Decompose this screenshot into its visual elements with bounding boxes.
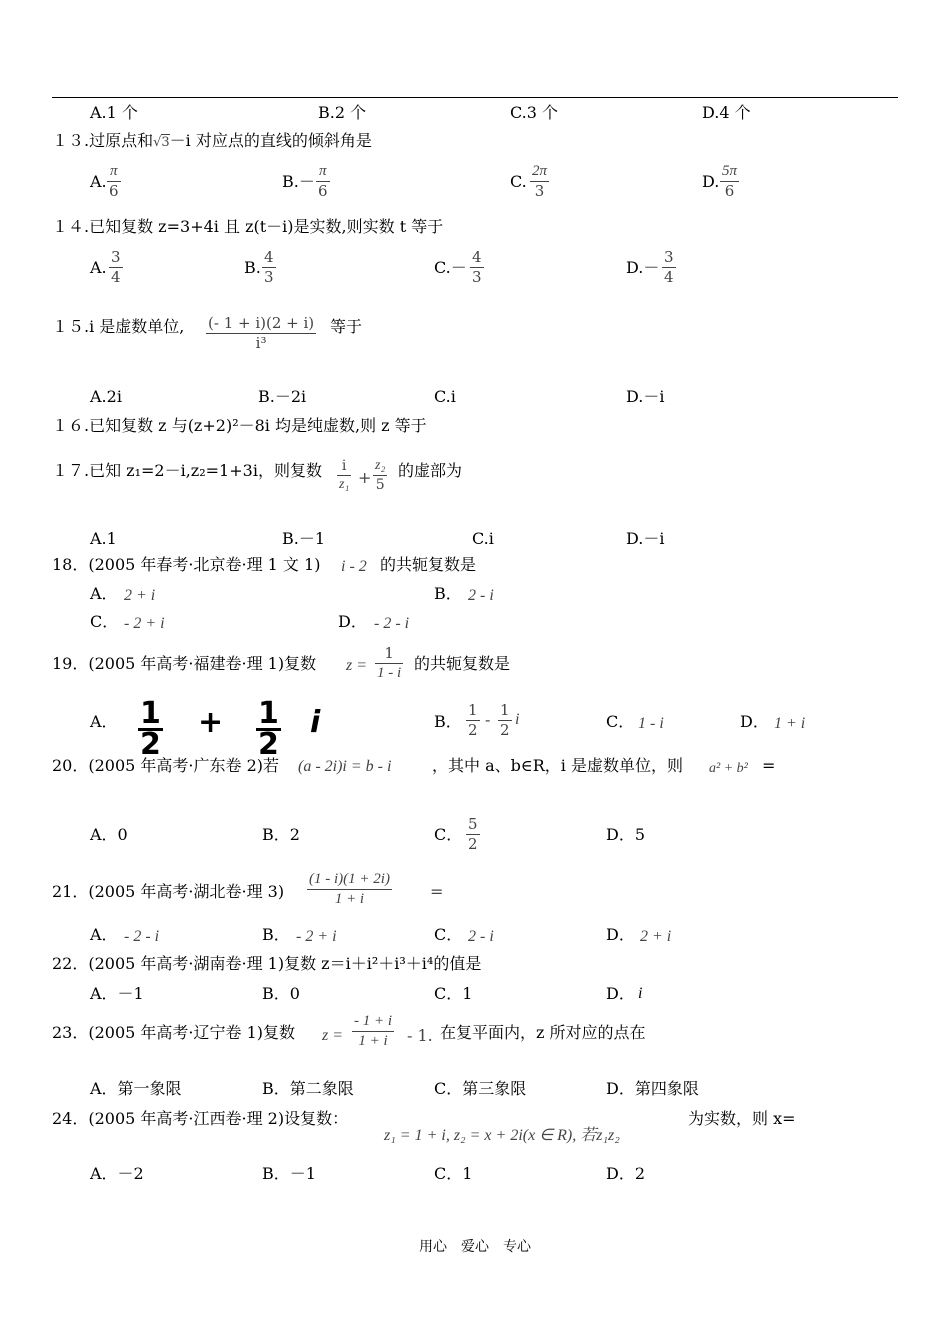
q24-option-c: C．1	[434, 1164, 473, 1183]
q19-option-b-minus: -	[485, 710, 491, 729]
q19-option-a-frac-2: 1 2	[258, 696, 279, 762]
q18-option-b-expr: 2 - i	[468, 587, 494, 604]
q19-option-b-frac-2: 1 2	[500, 701, 510, 739]
q24-option-d: D．2	[606, 1164, 646, 1183]
q21-option-d-label: D．	[606, 925, 635, 944]
q17-option-d: D.－i	[626, 529, 665, 548]
q15-option-b: B.－2i	[258, 387, 307, 406]
q14-option-a-frac: 3 4	[111, 248, 121, 286]
q17-option-b: B.－1	[282, 529, 326, 548]
q19-option-b-label: B．	[434, 712, 462, 731]
q15-option-d: D.－i	[626, 387, 665, 406]
q20-option-c-label: C．	[434, 825, 463, 844]
q20-mid: ，其中 a、b∈R，i 是虚数单位，则	[432, 756, 683, 775]
top-rule	[52, 97, 898, 98]
q20-option-a: A．0	[90, 825, 128, 844]
q19-frac: 1 1 - i	[377, 644, 402, 681]
q23-option-c: C．第三象限	[434, 1079, 527, 1098]
q19-option-c-label: C．	[606, 712, 635, 731]
q23-option-b: B．第二象限	[262, 1079, 354, 1098]
q14-option-d-frac: 3 4	[664, 248, 674, 286]
q17-option-a: A.1	[90, 529, 117, 548]
q21-frac: (1 - i)(1 + 2i) 1 + i	[309, 871, 390, 907]
q24-expr: z₁ = 1 + i, z₂ = x + 2i(x ∈ R), 若z₁z₂	[384, 1127, 620, 1144]
q23-stem: 23．(2005 年高考·辽宁卷 1)复数	[52, 1023, 296, 1042]
q12-option-b: B.2 个	[318, 103, 367, 122]
q23-lhs: z =	[322, 1027, 344, 1044]
q19-tail: 的共轭复数是	[414, 654, 511, 673]
q14-option-c-label: C.－	[434, 258, 467, 277]
q20-eq: =	[762, 756, 776, 775]
q14-option-d-label: D.－	[626, 258, 660, 277]
q24-option-a: A．－2	[90, 1164, 144, 1183]
q20-rhs: a² + b²	[709, 761, 748, 776]
q20-expr: (a - 2i)i = b - i	[298, 758, 392, 775]
q14-option-a-label: A.	[90, 258, 107, 277]
q24-option-b: B．－1	[262, 1164, 316, 1183]
q21-option-b-expr: - 2 + i	[296, 928, 337, 945]
q13-option-c-label: C.	[510, 172, 527, 191]
q21-option-c-label: C．	[434, 925, 463, 944]
q21-option-c-expr: 2 - i	[468, 928, 494, 945]
q15-tail: 等于	[330, 317, 363, 336]
q13-option-b-frac: π 6	[318, 163, 328, 200]
q17-option-c: C.i	[472, 529, 494, 548]
q23-minus-one: - 1.	[407, 1026, 433, 1045]
q21-option-a-expr: - 2 - i	[124, 928, 160, 945]
q23-option-d: D．第四象限	[606, 1079, 699, 1098]
q18-option-d-expr: - 2 - i	[374, 615, 410, 632]
q12-option-a: A.1 个	[90, 103, 138, 122]
q13-option-c-frac: 2π 3	[532, 163, 548, 200]
q19-option-d-label: D．	[740, 712, 769, 731]
q22-stem: 22．(2005 年高考·湖南卷·理 1)复数 z＝i＋i²＋i³＋i⁴的值是	[52, 954, 482, 973]
q18-option-a-expr: 2 + i	[124, 587, 156, 604]
q21-option-b-label: B．	[262, 925, 290, 944]
q24-tail: 为实数，则 x=	[688, 1109, 796, 1128]
q19-option-a-plus: +	[198, 705, 224, 740]
q13-option-a-label: A.	[90, 172, 107, 191]
q17-plus: +	[358, 468, 372, 487]
q22-option-d-label: D．	[606, 984, 635, 1003]
q13-option-b-label: B.－	[282, 172, 315, 191]
q12-option-d: D.4 个	[702, 103, 751, 122]
q18-option-d-label: D．	[338, 612, 367, 631]
q19-option-b-frac-1: 1 2	[468, 701, 478, 739]
q22-option-c: C．1	[434, 984, 473, 1003]
q20-stem: 20．(2005 年高考·广东卷 2)若	[52, 756, 280, 775]
q12-option-c: C.3 个	[510, 103, 559, 122]
q18-tail: 的共轭复数是	[380, 555, 477, 574]
q13-option-d-label: D.	[702, 172, 720, 191]
q20-option-b: B．2	[262, 825, 300, 844]
q21-option-a-label: A．	[90, 925, 118, 944]
q14-option-c-frac: 4 3	[472, 248, 482, 286]
q18-option-b-label: B．	[434, 584, 462, 603]
q19-lhs: z =	[346, 657, 368, 674]
q14-option-b-frac: 4 3	[264, 248, 274, 286]
q15-option-a: A.2i	[90, 387, 122, 406]
q20-option-c-frac: 5 2	[468, 815, 478, 853]
q24-stem: 24．(2005 年高考·江西卷·理 2)设复数：	[52, 1109, 349, 1128]
q18-expr: i - 2	[341, 558, 367, 575]
q15-stem: １５.i 是虚数单位,	[52, 317, 185, 336]
q18-stem: 18．(2005 年春考·北京卷·理 1 文 1)	[52, 555, 321, 574]
q19-option-a-frac-1: 1 2	[140, 696, 161, 762]
q19-option-d-expr: 1 + i	[774, 715, 806, 732]
q19-option-c-expr: 1 - i	[638, 715, 664, 732]
q22-option-d-expr: i	[638, 985, 643, 1002]
q20-option-d: D．5	[606, 825, 646, 844]
q17-tail: 的虚部为	[398, 461, 463, 480]
q15-option-c: C.i	[434, 387, 456, 406]
q14-stem: １４.已知复数 z=3+4i 且 z(t－i)是实数,则实数 t 等于	[52, 217, 444, 236]
q14-option-b-label: B.	[244, 258, 261, 277]
q18-option-c-label: C．	[90, 612, 119, 631]
q21-stem: 21．(2005 年高考·湖北卷·理 3)	[52, 882, 285, 901]
q19-option-a-label: A．	[90, 712, 118, 731]
q16-stem: １６.已知复数 z 与(z+2)²－8i 均是纯虚数,则 z 等于	[52, 416, 427, 435]
q18-option-c-expr: - 2 + i	[124, 615, 165, 632]
q19-option-a-i: i	[310, 705, 321, 740]
page-footer: 用心 爱心 专心	[419, 1239, 531, 1255]
q13-option-d-frac: 5π 6	[722, 163, 738, 200]
q13-option-a-frac: π 6	[109, 163, 119, 200]
q15-frac: (- 1 + i)(2 + i) i³	[208, 314, 315, 352]
q17-frac-1: i z₁	[339, 458, 350, 492]
q21-eq: =	[430, 882, 444, 901]
q21-option-d-expr: 2 + i	[640, 928, 672, 945]
q17-frac-2: z₂ 5	[375, 458, 386, 493]
q22-option-a: A．－1	[90, 984, 144, 1003]
q23-option-a: A．第一象限	[90, 1079, 182, 1098]
q13-stem: １３.过原点和√3－i 对应点的直线的倾斜角是	[52, 131, 372, 150]
q19-option-b-i: i	[515, 711, 520, 728]
q22-option-b: B．0	[262, 984, 300, 1003]
q23-tail: 在复平面内，z 所对应的点在	[440, 1023, 646, 1042]
q17-stem: １７.已知 z₁=2－i,z₂=1+3i，则复数	[52, 461, 322, 480]
q19-stem: 19．(2005 年高考·福建卷·理 1)复数	[52, 654, 317, 673]
q18-option-a-label: A．	[90, 584, 118, 603]
q23-frac: - 1 + i 1 + i	[354, 1013, 393, 1049]
